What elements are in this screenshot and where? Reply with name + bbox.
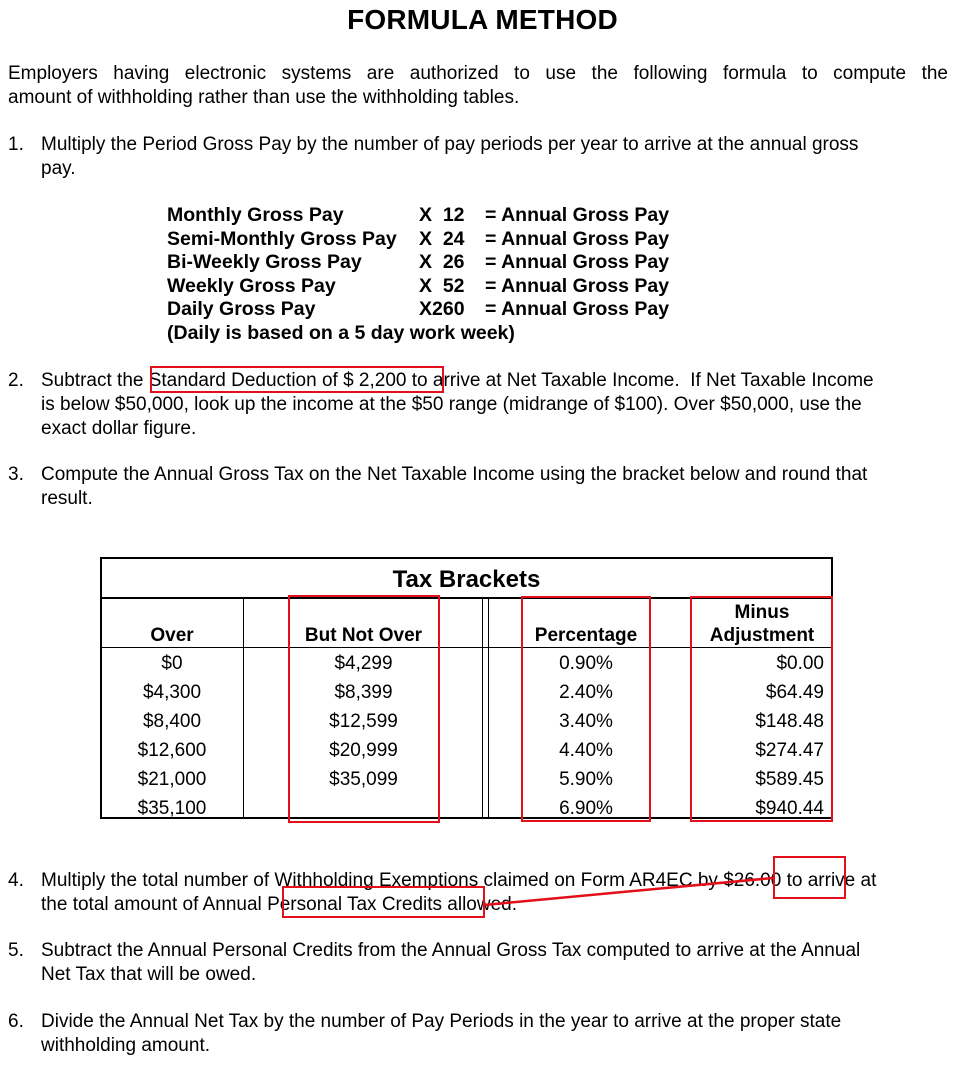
step-6-number: 6. bbox=[8, 1011, 24, 1032]
bracket-percentage: 4.40% bbox=[559, 740, 613, 761]
header-percentage: Percentage bbox=[534, 625, 638, 646]
intro-line-2: amount of withholding rather than use the withholding tables. bbox=[8, 87, 520, 108]
pay-result: = Annual Gross Pay bbox=[485, 298, 670, 321]
bracket-over: $4,300 bbox=[142, 682, 202, 703]
bracket-percentage: 0.90% bbox=[559, 653, 613, 674]
step-5-number: 5. bbox=[8, 940, 24, 961]
header-minus-adjustment: Minus Adjustment bbox=[709, 602, 815, 646]
bracket-but-not-over: $4,299 bbox=[334, 653, 393, 674]
pay-result: = Annual Gross Pay bbox=[485, 227, 670, 250]
pay-factor: X 52 bbox=[419, 274, 465, 297]
step-1-number: 1. bbox=[8, 134, 24, 155]
pay-label: Bi-Weekly Gross Pay bbox=[167, 251, 362, 274]
step-2-number: 2. bbox=[8, 370, 24, 391]
pay-label: Monthly Gross Pay bbox=[167, 204, 344, 226]
bracket-percentage: 5.90% bbox=[559, 769, 613, 790]
step-2-line-1: Subtract the Standard Deduction of $ 2,200 to arrive at Net Taxable Income. If Net Taxable Income bbox=[41, 370, 874, 391]
bracket-over: $35,100 bbox=[137, 798, 207, 819]
bracket-over: $21,000 bbox=[137, 769, 207, 790]
pay-result: = Annual Gross Pay bbox=[485, 204, 670, 226]
pay-factor: X 24 bbox=[419, 227, 465, 250]
header-over: Over bbox=[150, 625, 194, 646]
step-5-line-2: Net Tax that will be owed. bbox=[41, 964, 257, 985]
step-3-number: 3. bbox=[8, 464, 24, 485]
standard-deduction-highlight: Standard Deduction of $ 2,200 bbox=[148, 370, 407, 391]
bracket-adjustment: $940.44 bbox=[755, 798, 824, 819]
bracket-adjustment: $589.45 bbox=[755, 769, 824, 790]
pay-factor: X 12 bbox=[419, 204, 465, 226]
bracket-percentage: 6.90% bbox=[559, 798, 613, 819]
page-title: FORMULA METHOD bbox=[347, 4, 618, 35]
bracket-adjustment: $64.49 bbox=[765, 682, 824, 703]
bracket-adjustment: $0.00 bbox=[776, 653, 824, 674]
pay-label: Weekly Gross Pay bbox=[167, 274, 336, 297]
bracket-percentage: 3.40% bbox=[559, 711, 613, 732]
step-5-line-1: Subtract the Annual Personal Credits from the Annual Gross Tax computed to arrive at the Annual bbox=[41, 940, 861, 961]
bracket-over: $0 bbox=[161, 653, 183, 674]
step-1-line-1: Multiply the Period Gross Pay by the number of pay periods per year to arrive at the annual gross bbox=[41, 134, 859, 155]
pay-label: Semi-Monthly Gross Pay bbox=[167, 227, 397, 250]
step-6-line-1: Divide the Annual Net Tax by the number of Pay Periods in the year to arrive at the proper state bbox=[41, 1011, 842, 1032]
step-3-line-1: Compute the Annual Gross Tax on the Net Taxable Income using the bracket below and round that bbox=[41, 464, 868, 485]
personal-tax-credits-highlight: Personal Tax Credits bbox=[267, 894, 443, 915]
pay-result: = Annual Gross Pay bbox=[485, 274, 670, 297]
bracket-but-not-over: $20,999 bbox=[329, 740, 398, 761]
pay-factor: X260 bbox=[419, 298, 465, 321]
bracket-but-not-over: $8,399 bbox=[334, 682, 393, 703]
step-1-line-2: pay. bbox=[41, 158, 76, 179]
step-6-text bbox=[41, 1010, 951, 1058]
daily-note: (Daily is based on a 5 day work week) bbox=[167, 321, 515, 344]
bracket-percentage: 2.40% bbox=[559, 682, 613, 703]
pay-label: Daily Gross Pay bbox=[167, 298, 316, 321]
bracket-but-not-over: $12,599 bbox=[329, 711, 398, 732]
step-6-line-2: withholding amount. bbox=[41, 1035, 210, 1056]
annotation-connector-line bbox=[484, 878, 773, 905]
step-4-line-1: Multiply the total number of Withholding Exemptions claimed on Form AR4EC by $26.00 to arrive at bbox=[41, 870, 877, 891]
step-4-line-2: the total amount of Annual Personal Tax Credits allowed. bbox=[41, 894, 518, 915]
pay-result: = Annual Gross Pay bbox=[485, 251, 670, 274]
step-5-text bbox=[41, 939, 951, 987]
tax-brackets-title: Tax Brackets bbox=[392, 566, 541, 593]
step-4-number: 4. bbox=[8, 870, 24, 891]
step-3-line-2: result. bbox=[41, 488, 93, 509]
header-but-not-over: But Not Over bbox=[304, 625, 423, 646]
step-2-line-3: exact dollar figure. bbox=[41, 418, 197, 439]
pay-factor: X 26 bbox=[419, 251, 465, 274]
step-2-line-2: is below $50,000, look up the income at the $50 range (midrange of $100). Over $50,000, use the bbox=[41, 394, 862, 415]
intro-line-1: Employers having electronic systems are authorized to use the following formula to compute the bbox=[8, 63, 948, 84]
bracket-over: $12,600 bbox=[137, 740, 207, 761]
bracket-but-not-over: $35,099 bbox=[329, 769, 398, 790]
bracket-over: $8,400 bbox=[142, 711, 202, 732]
bracket-adjustment: $148.48 bbox=[755, 711, 824, 732]
credit-amount-highlight: $26.00 bbox=[723, 870, 782, 891]
bracket-adjustment: $274.47 bbox=[755, 740, 824, 761]
